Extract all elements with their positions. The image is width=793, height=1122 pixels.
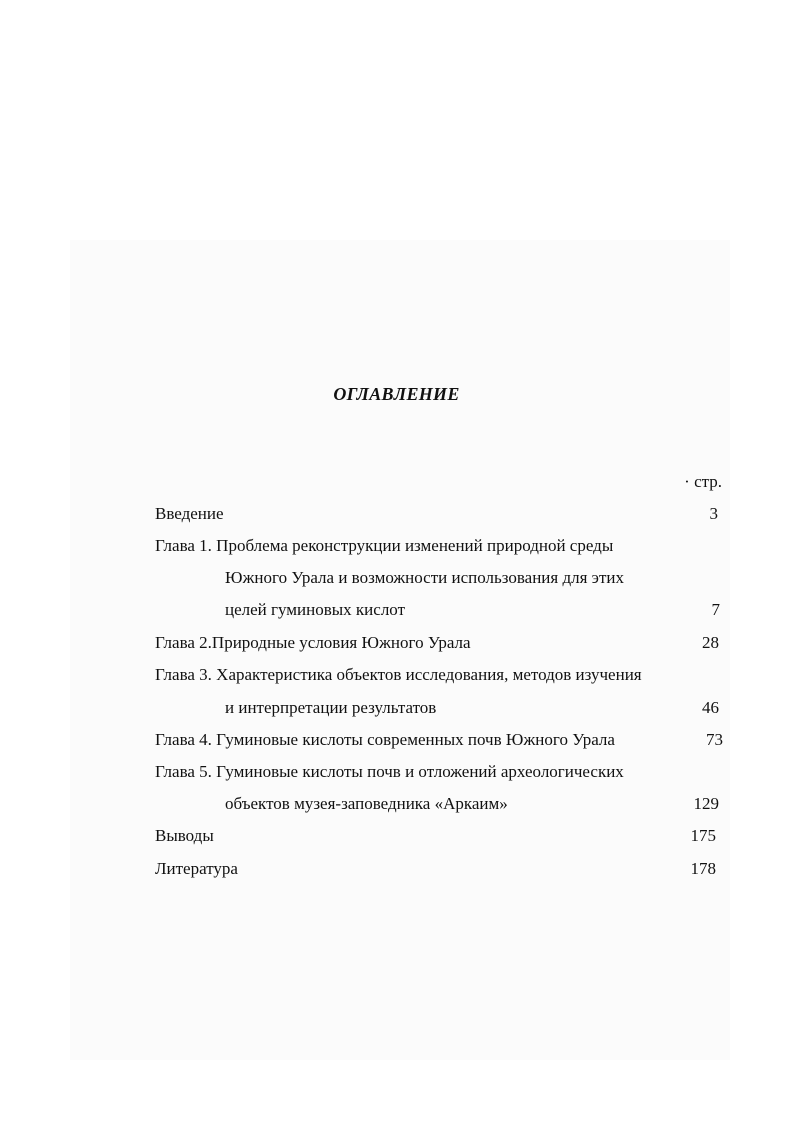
toc-entry-chapter-3: Глава 3. Характеристика объектов исследования, методов изучения [155, 665, 642, 684]
toc-entry-chapter-1-cont: целей гуминовых кислот [225, 600, 406, 619]
toc-entry-chapter-1-cont: Южного Урала и возможности использования для этих [225, 568, 625, 587]
toc-entry-chapter-5: Глава 5. Гуминовые кислоты почв и отложений археологических [155, 762, 624, 781]
toc-entry-chapter-2: Глава 2.Природные условия Южного Урала [155, 633, 471, 652]
toc-entry-conclusions: Выводы [155, 826, 214, 845]
toc-page-chapter-2: 28 [702, 633, 719, 652]
toc-entry-chapter-5-cont: объектов музея-заповедника «Аркаим» [225, 794, 508, 813]
toc-page-literature: 178 [690, 859, 716, 878]
toc-entry-literature: Литература [155, 859, 238, 878]
toc-page-conclusions: 175 [690, 826, 716, 845]
toc-entry-intro: Введение [155, 504, 224, 523]
toc-page-chapter-3: 46 [702, 698, 719, 717]
page-column-header: · стр. [684, 472, 722, 491]
toc-page-chapter-4: 73 [706, 730, 723, 749]
toc-entry-chapter-1: Глава 1. Проблема реконструкции изменений природной среды [155, 536, 614, 555]
toc-entry-chapter-4: Глава 4. Гуминовые кислоты современных почв Южного Урала [155, 730, 615, 749]
toc-page-chapter-1: 7 [711, 600, 720, 619]
toc-entry-chapter-3-cont: и интерпретации результатов [225, 698, 437, 717]
toc-page-chapter-5: 129 [693, 794, 719, 813]
toc-page-intro: 3 [709, 504, 718, 523]
toc-title: ОГЛАВЛЕНИЕ [333, 384, 460, 404]
